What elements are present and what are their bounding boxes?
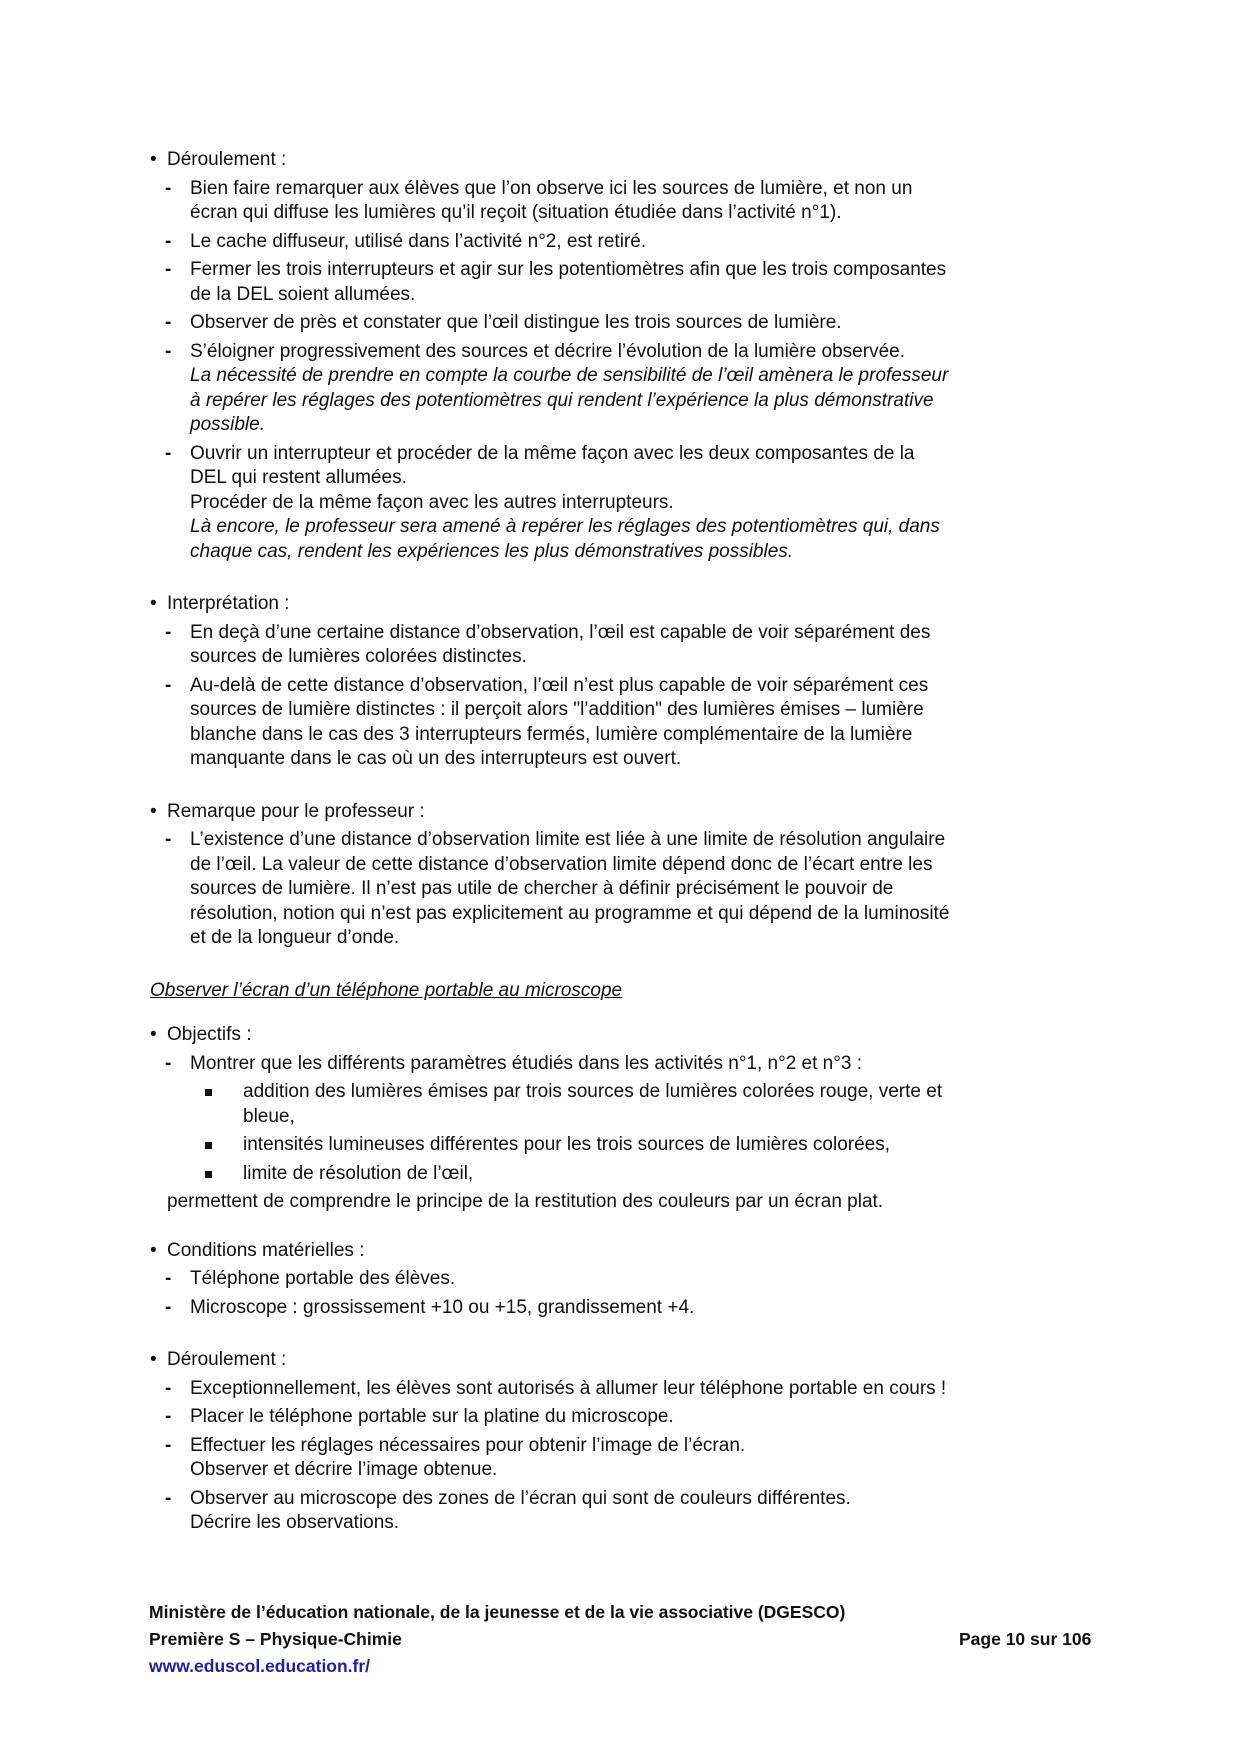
- dash-list: [150, 828, 1050, 951]
- teacher-note: à repérer les réglages des potentiomètres qui rendent l’expérience la plus démonstrative: [190, 389, 934, 411]
- section-deroulement-1: [150, 148, 1050, 564]
- dash-icon: -: [165, 621, 172, 643]
- square-bullet-icon: [205, 1089, 212, 1096]
- dash-icon: -: [165, 230, 172, 252]
- dash-icon: -: [165, 312, 172, 333]
- section-deroulement-2: [150, 1348, 1050, 1536]
- subheading: Observer l’écran d’un téléphone portable au microscope: [150, 979, 623, 1001]
- page-number: Page 10 sur 106: [959, 1629, 1092, 1649]
- list-item: - Le cache diffuseur, utilisé dans l’activité n°2, est retiré.: [150, 230, 1050, 255]
- dash-icon: -: [165, 674, 172, 696]
- page-footer: [149, 1599, 1099, 1680]
- dash-icon: -: [165, 1296, 172, 1318]
- list-item: limite de résolution de l’œil,: [150, 1162, 1050, 1187]
- section-title: • Remarque pour le professeur :: [150, 800, 1050, 825]
- square-list: [150, 1080, 1050, 1186]
- footer-ministry: Ministère de l’éducation nationale, de la jeunesse et de la vie associative (DGESCO): [149, 1602, 846, 1622]
- list-item: - Effectuer les réglages nécessaires pour obtenir l’image de l’écran. Observer et décrire l’image obtenue.: [165, 1434, 746, 1480]
- dash-icon: -: [165, 1052, 172, 1074]
- spacer: [150, 776, 1050, 800]
- dash-icon: -: [165, 1434, 172, 1456]
- bullet-icon: •: [150, 800, 157, 822]
- list-item: - Observer de près et constater que l’œil distingue les trois sources de lumière.: [150, 311, 1050, 336]
- list-item: - S’éloigner progressivement des sources et décrire l’évolution de la lumière observée. La nécessité de prendre en compte la courbe de sensibilité de l’œil amènera le professeur à repérer les réglages des potentiomètres qui rendent l’expérience la plus démonstrative possible.: [150, 340, 1050, 438]
- list-item: - Téléphone portable des élèves.: [150, 1267, 1050, 1292]
- spacer: [150, 1215, 1050, 1239]
- section-title: • Déroulement :: [150, 148, 1050, 173]
- section-objectifs: [150, 1023, 1050, 1215]
- square-bullet-icon: [205, 1171, 212, 1178]
- dash-list: [150, 1052, 1050, 1077]
- teacher-note: Là encore, le professeur sera amené à repérer les réglages des potentiomètres qui, dans: [190, 516, 940, 537]
- dash-icon: -: [165, 1487, 172, 1509]
- footer-link[interactable]: www.eduscol.education.fr/: [149, 1656, 371, 1676]
- section-conditions: [150, 1239, 1050, 1321]
- bullet-icon: •: [150, 593, 157, 614]
- section-remarque: [150, 800, 1050, 951]
- list-item: - Au-delà de cette distance d’observation, l’œil n’est plus capable de voir séparément ces sources de lumière distinctes : il perçoit alors "l’addition" des lumières émises – lumière blanche dans le cas des 3 interrupteurs fermés, lumière complémentaire de la lumière manquante dans le cas où un des interrupteurs est ouvert.: [165, 674, 929, 769]
- dash-icon: -: [165, 340, 172, 362]
- teacher-note: chaque cas, rendent les expériences les plus démonstratives possibles.: [190, 540, 794, 562]
- list-item: - Montrer que les différents paramètres étudiés dans les activités n°1, n°2 et n°3 :: [150, 1052, 1050, 1077]
- dash-icon: -: [165, 442, 172, 464]
- section-title: • Interprétation :: [150, 592, 1050, 617]
- dash-list: [150, 1377, 1050, 1536]
- section-title: • Déroulement :: [150, 1348, 1050, 1373]
- list-item: - Ouvrir un interrupteur et procéder de la même façon avec les deux composantes de la DEL qui restent allumées. Procéder de la même façon avec les autres interrupteurs. Là encore, le professeur sera amené à repérer les réglages des potentiomètres qui, dans chaque cas, rendent les expériences les plus démonstratives possibles.: [150, 442, 1050, 565]
- spacer: [150, 955, 1050, 979]
- square-bullet-icon: [205, 1142, 212, 1149]
- list-item: - Fermer les trois interrupteurs et agir sur les potentiomètres afin que les trois composantes de la DEL soient allumées.: [165, 259, 947, 305]
- dash-icon: -: [165, 1406, 172, 1427]
- spacer: [150, 1324, 1050, 1348]
- dash-icon: -: [165, 1268, 172, 1289]
- dash-list: [150, 621, 1050, 772]
- section-title: • Objectifs :: [150, 1023, 1050, 1048]
- page-content: [150, 148, 1050, 1540]
- list-item: - Exceptionnellement, les élèves sont autorisés à allumer leur téléphone portable en cours !: [150, 1377, 1050, 1402]
- section-title: • Conditions matérielles :: [150, 1239, 1050, 1264]
- bullet-icon: •: [150, 1024, 157, 1045]
- dash-icon: -: [165, 1377, 172, 1399]
- list-item: - Microscope : grossissement +10 ou +15, grandissement +4.: [150, 1296, 1050, 1321]
- spacer: [150, 568, 1050, 592]
- dash-list: [150, 177, 1050, 565]
- teacher-note: possible.: [190, 414, 265, 435]
- list-item: - L’existence d’une distance d’observation limite est liée à une limite de résolution angulaire de l’œil. La valeur de cette distance d’observation limite dépend donc de l’écart entre les sources de lumière. Il n’est pas utile de chercher à définir précisément le pouvoir de résolution, notion qui n’est pas explicitement au programme et qui dépend de la luminosité et de la longueur d’onde.: [165, 829, 950, 948]
- section-interpretation: [150, 592, 1050, 772]
- dash-list: [150, 1267, 1050, 1320]
- list-item: addition des lumières émises par trois sources de lumières colorées rouge, verte et bleue,: [150, 1080, 1050, 1129]
- list-item: - En deçà d’une certaine distance d’observation, l’œil est capable de voir séparément des sources de lumières colorées distinctes.: [165, 621, 931, 667]
- list-item: - Placer le téléphone portable sur la platine du microscope.: [150, 1405, 1050, 1430]
- footer-row: [149, 1626, 1099, 1653]
- list-item: intensités lumineuses différentes pour les trois sources de lumières colorées,: [150, 1133, 1050, 1158]
- list-item: - Observer au microscope des zones de l’écran qui sont de couleurs différentes. Décrire les observations.: [165, 1487, 851, 1533]
- footer-course: Première S – Physique-Chimie: [149, 1629, 402, 1649]
- teacher-note: La nécessité de prendre en compte la courbe de sensibilité de l’œil amènera le professeur: [190, 365, 949, 386]
- objectifs-conclusion: permettent de comprendre le principe de la restitution des couleurs par un écran plat.: [167, 1191, 884, 1212]
- dash-icon: -: [165, 829, 172, 850]
- dash-icon: -: [165, 177, 172, 199]
- bullet-icon: •: [150, 149, 157, 170]
- bullet-icon: •: [150, 1349, 157, 1370]
- dash-icon: -: [165, 259, 172, 280]
- list-item: - Bien faire remarquer aux élèves que l’on observe ici les sources de lumière, et non un écran qui diffuse les lumières qu’il reçoit (situation étudiée dans l’activité n°1).: [165, 177, 913, 223]
- bullet-icon: •: [150, 1239, 157, 1261]
